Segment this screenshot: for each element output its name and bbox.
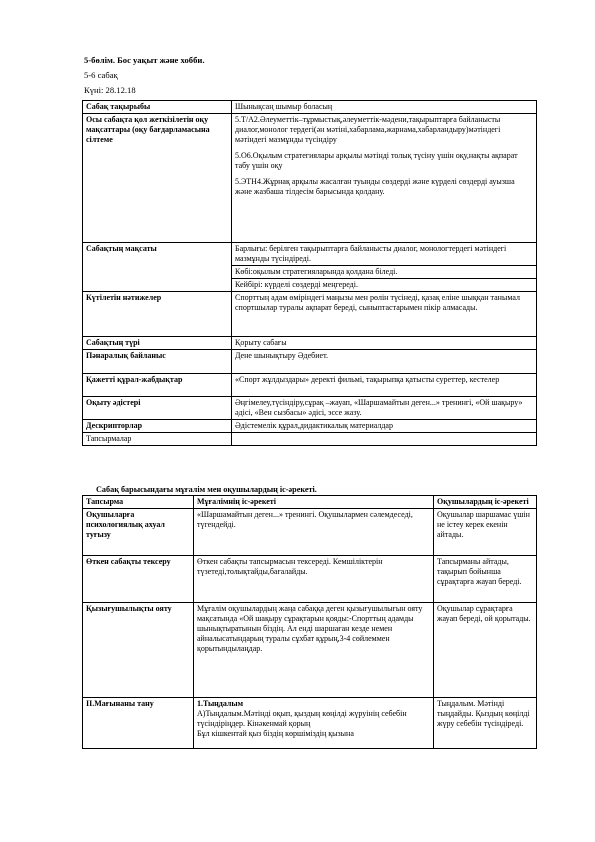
table-row [83,397,537,420]
table-row [83,603,537,698]
type-value: Қорыту сабағы [232,337,537,350]
goal-item: Кейбірі: күрделі сөздерді меңгереді. [235,280,358,289]
goals-cell [232,243,537,292]
table-row [83,337,537,350]
lesson-number: 5-6 сабақ [84,70,118,80]
teacher-cell-text: А)Тыңдалым.Мәтінді оқып, қыздың көңілді жүруінің себебін түсіндіріңдер. Кінәкенмай қорың Бұл кішкентай қыз біздің көршіміздің қызына [197,709,407,738]
table-row [83,243,537,292]
topic-label: Сабақ тақырыбы [83,101,232,114]
teacher-cell: Мұғалім оқушылардың жаңа сабаққа деген қызығушылығын ояту мақсатында «Ой шақыру сұрақтарын қояды:-Спорттың адамды шынықтыратынын біздің. Ал енді шаршаған кезде немен айналысатындарың туралы сұхбат құрың,3-4 сөйлеммен қорытындылаңдар. [194,603,434,698]
links-value: Дене шынықтыру Әдебиет. [232,350,537,374]
stage-cell: Оқушыларға психологиялық ахуал туғызу [83,509,194,556]
objectives-cell [232,114,537,243]
teacher-cell-heading: 1.Тыңдалым [197,699,244,708]
outcomes-value: Спорттың адам өміріндегі маңызы мен рөлін түсінеді, қазақ еліне шыққан танымал спортшылар туралы ақпарат береді, сыныптастарымен пікір алмасады. [232,292,537,337]
goal-item: Көбі:оқылым стратегияларында қолдана біледі. [232,266,536,279]
resources-label: Қажетті құрал-жабдықтар [83,374,232,397]
table-row [83,374,537,397]
stage-cell: ІІ.Мағынаны тану [83,698,194,749]
objectives-label: Осы сабақта қол жеткізілетін оқу мақсаттары (оқу бағдарламасына сілтеме [83,114,232,243]
table-header-row [83,496,537,509]
column-header-teacher: Мұғалімнің іс-әрекеті [194,496,434,509]
table-row [83,292,537,337]
type-label: Сабақтың түрі [83,337,232,350]
table-row [83,556,537,603]
progress-caption: Сабақ барысындағы мұғалім мен оқушылардың іс-әрекеті. [96,485,317,494]
table-row [83,698,537,749]
lesson-progress-table [82,495,537,749]
resources-value: «Спорт жұлдыздары» деректі фильмі, тақырыпқа қатысты суреттер, кестелер [232,374,537,397]
objective-item: 5.ЭТН4.Жұрнақ арқылы жасалған туынды сөздерді және күрделі сөздерді ауызша және жазбаша тілдесім барысында қолдану. [235,177,515,196]
table-row [83,509,537,556]
stage-cell: Өткен сабақты тексеру [83,556,194,603]
table-row [83,420,537,433]
student-cell: Тыңдалым. Мәтінді тыңдайды. Қыздың көңілді жүру себебін түсіндіреді. [434,698,537,749]
table-row [83,433,537,446]
methods-value: Әңгімелеу,түсіндіру,сұрақ –жауап, «Шаршамайтын деген...» тренингі, «Ой шақыру» әдісі, «Вен сызбасы» әдісі, эссе жазу. [232,397,537,420]
links-label: Пәнаралық байланыс [83,350,232,374]
goals-label: Сабақтың мақсаты [83,243,232,292]
student-cell: Оқушылар сұрақтарға жауап береді, ой қорытады. [434,603,537,698]
table-row [83,114,537,243]
column-header-task: Тапсырма [83,496,194,509]
assessment-value: Әдістемелік құрал,дидактикалық материалдар [232,420,537,433]
lesson-plan-table [82,100,537,446]
outcomes-label: Күтілетін нәтижелер [83,292,232,337]
tasks-label: Тапсырмалар [83,433,232,446]
table-row [83,101,537,114]
goal-item: Барлығы: берілген тақырыптарға байланысты диалог, монологтердегі мәтіндегі мазмұнды түсіндіреді. [232,243,536,266]
stage-cell: Қызығушылықты ояту [83,603,194,698]
table-row [83,350,537,374]
teacher-cell [194,698,434,749]
student-cell: Оқушылар шаршамас үшін не істеу керек екенін айтады. [434,509,537,556]
column-header-student: Оқушылардың іс-әрекеті [434,496,537,509]
objective-item: 5.О6.Оқылым стратегиялары арқылы мәтінді толық түсіну үшін оқу,нақты ақпарат табу үшін оқу [235,151,518,170]
objective-item: 5.Т/А2.Әлеуметтік–тұрмыстық,әлеуметтік-мәдени,тақырыптарға байланысты диалог,монолог тердегі(ән мәтіні,хабарлама,жарнама,хабарландыру)мәтіндегі мәтіндегі мазмұнды түсіндіру [235,115,501,144]
assessment-label: Дескрипторлар [83,420,232,433]
methods-label: Оқыту әдістері [83,397,232,420]
teacher-cell: «Шаршамайтын деген...» тренингі. Оқушылармен сәлемдеседі, түгендейді. [194,509,434,556]
section-title: 5-бөлім. Бос уақыт және хобби. [84,55,205,65]
tasks-value [232,433,537,446]
student-cell: Тапсырманы айтады, тақырып бойынша сұрақтарға жауап береді. [434,556,537,603]
topic-value: Шынықсаң шымыр боласың [232,101,537,114]
lesson-date: Күні: 28.12.18 [84,85,136,95]
teacher-cell: Өткен сабақты тапсырмасын тексереді. Кемшіліктерін түзетеді,толықтайды,бағалайды. [194,556,434,603]
